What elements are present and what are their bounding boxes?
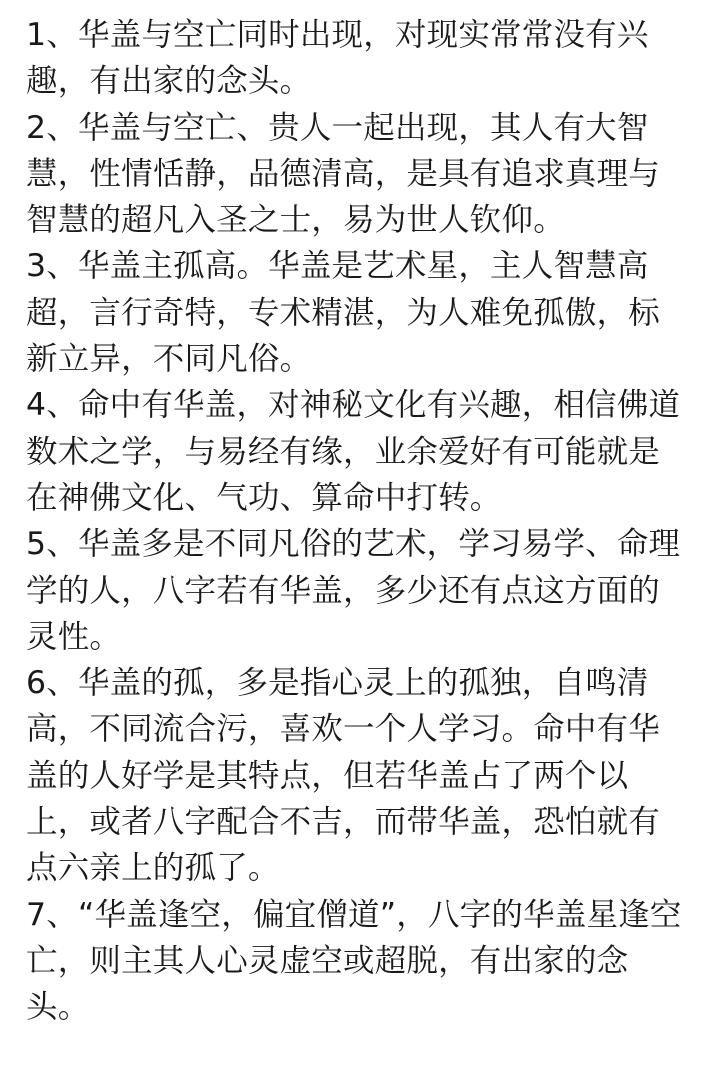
text-line: 数术之学，与易经有缘，业余爱好有可能就是: [26, 433, 661, 470]
list-item-5: [26, 521, 706, 660]
list-item-2: [26, 105, 706, 244]
text-line: 1、华盖与空亡同时出现，对现实常常没有兴: [26, 17, 649, 53]
text-line: 趣，有出家的念头。: [26, 63, 312, 100]
list-item-7: [26, 892, 706, 1031]
text-line: 盖的人好学是其特点，但若华盖占了两个以: [26, 757, 629, 794]
text-line: 4、命中有华盖，对神秘文化有兴趣，相信佛道: [26, 387, 681, 424]
text-line: 慧，性情恬静，品德清高，是具有追求真理与: [26, 155, 661, 192]
list-item-6: [26, 660, 706, 891]
text-line: 亡，则主其人心灵虚空或超脱，有出家的念: [26, 942, 629, 979]
text-line: 点六亲上的孤了。: [26, 850, 280, 887]
text-line: 高，不同流合污，喜欢一个人学习。命中有华: [26, 711, 661, 748]
text-line: 智慧的超凡入圣之士，易为世人钦仰。: [26, 202, 565, 239]
text-line: 头。: [26, 989, 90, 1026]
text-line: 6、华盖的孤，多是指心灵上的孤独，自鸣清: [26, 665, 649, 702]
list-item-4: [26, 382, 706, 521]
list-item-1: [26, 12, 706, 105]
text-line: 在神佛文化、气功、算命中打转。: [26, 479, 502, 516]
text-line: 新立异，不同凡俗。: [26, 341, 312, 378]
text-line: 上，或者八字配合不吉，而带华盖，恐怕就有: [26, 804, 661, 841]
text-line: 7、“华盖逢空，偏宜僧道”，八字的华盖星逢空: [26, 896, 682, 933]
text-line: 超，言行奇特，专术精湛，为人难免孤傲，标: [26, 294, 661, 331]
list-item-3: [26, 243, 706, 382]
text-line: 2、华盖与空亡、贵人一起出现，其人有大智: [26, 109, 649, 146]
text-line: 5、华盖多是不同凡俗的艺术，学习易学、命理: [26, 526, 681, 563]
text-line: 灵性。: [26, 618, 122, 655]
text-line: 学的人，八字若有华盖，多少还有点这方面的: [26, 572, 661, 609]
text-line: 3、华盖主孤高。华盖是艺术星，主人智慧高: [26, 248, 649, 285]
